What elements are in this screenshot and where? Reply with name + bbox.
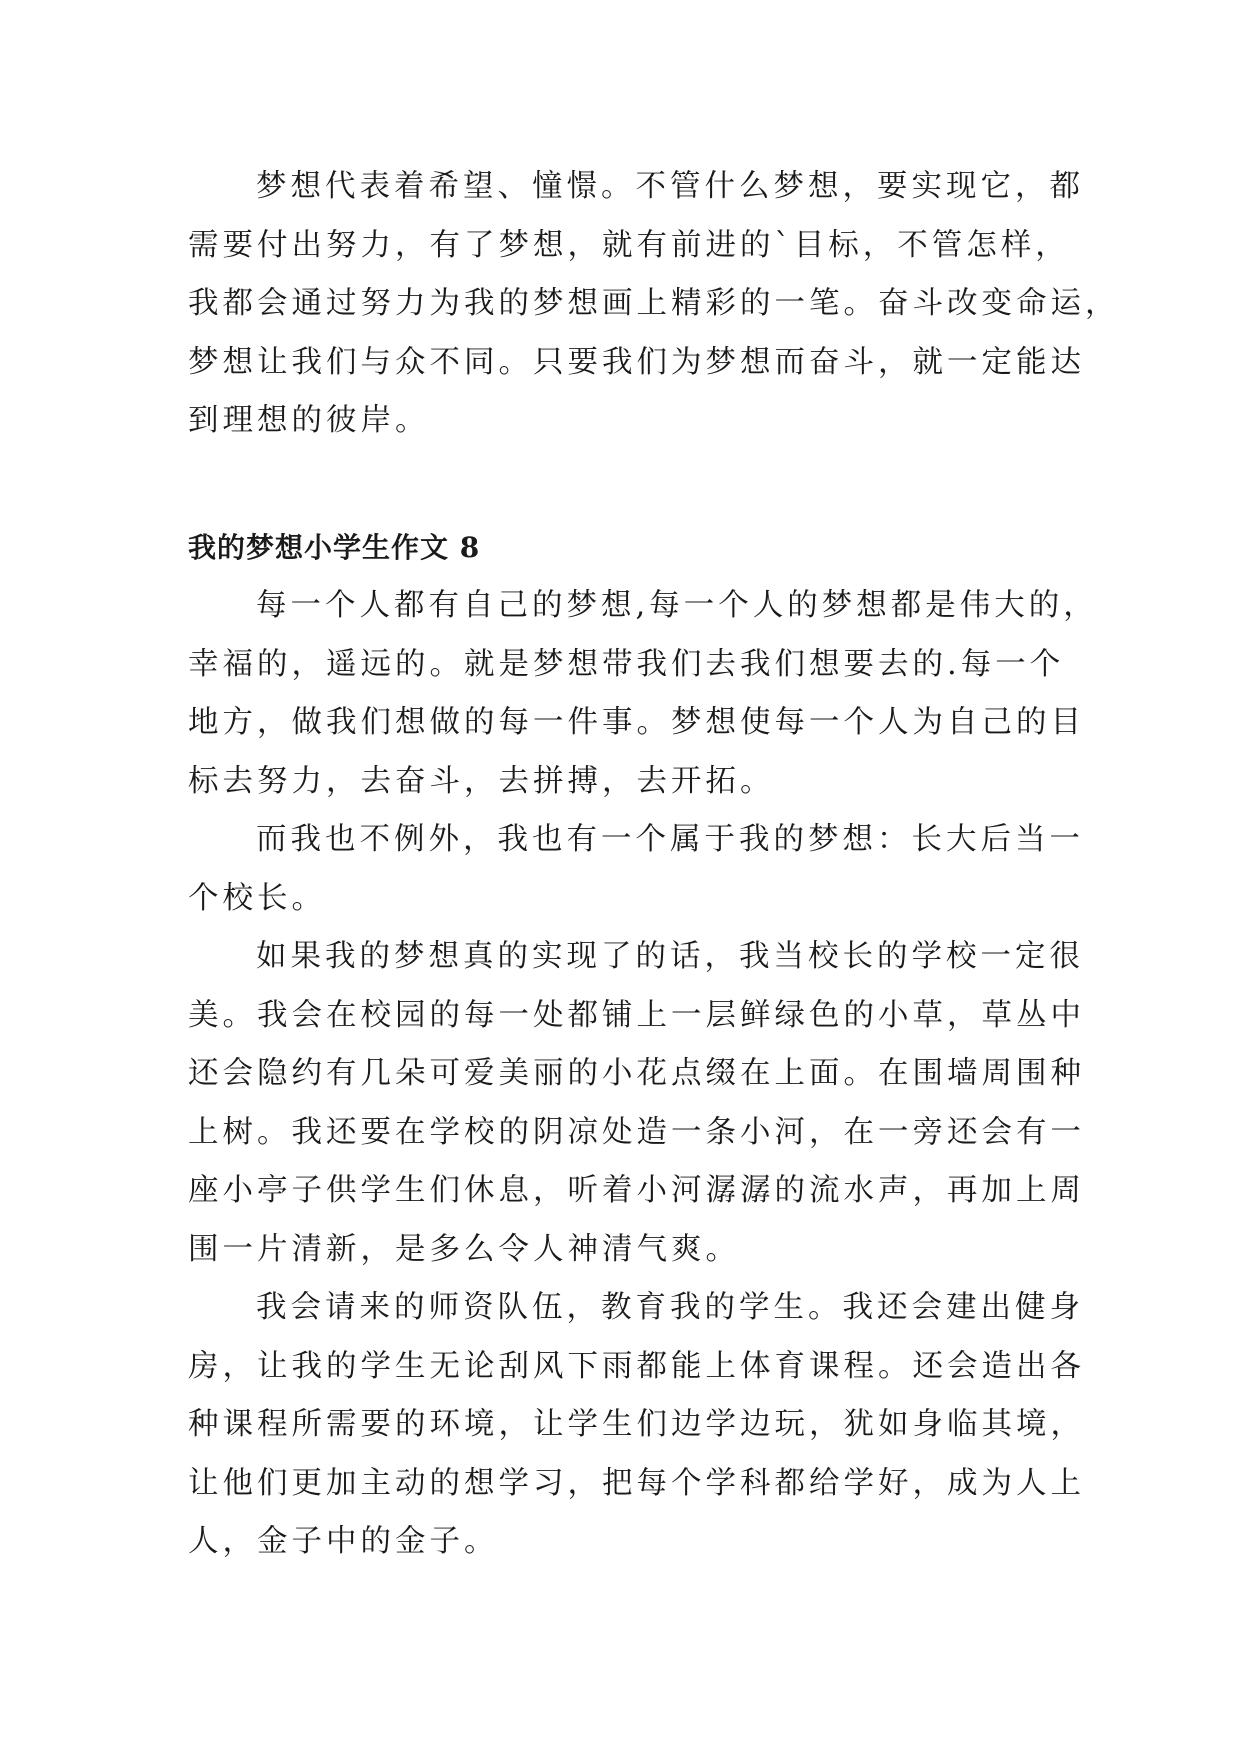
paragraph-line: 标去努力，去奋斗，去拼搏，去开拓。 <box>188 763 775 799</box>
paragraph-line: 美。我会在校园的每一处都铺上一层鲜绿色的小草，草丛中 <box>188 997 1085 1033</box>
paragraph-line: 让他们更加主动的想学习，把每个学科都给学好，成为人上 <box>188 1465 1085 1501</box>
paragraph-line: 上树。我还要在学校的阴凉处造一条小河，在一旁还会有一 <box>188 1114 1085 1150</box>
paragraph-line: 座小亭子供学生们休息，听着小河潺潺的流水声，再加上周 <box>188 1173 1085 1208</box>
paragraph-dream-hope <box>188 158 1120 451</box>
paragraph-line: 人，金子中的金子。 <box>188 1524 499 1559</box>
paragraph-beautiful-school <box>188 928 1088 1279</box>
paragraph-line: 房，让我的学生无论刮风下雨都能上体育课程。还会造出各 <box>188 1348 1085 1384</box>
paragraph-teachers-and-gym <box>188 1279 1088 1572</box>
paragraph-line: 如果我的梦想真的实现了的话，我当校长的学校一定很 <box>256 939 1084 974</box>
paragraph-my-dream-principal <box>188 811 1088 928</box>
paragraph-line: 幸福的，遥远的。就是梦想带我们去我们想要去的.每一个 <box>188 646 1065 682</box>
paragraph-everyone-has-dream <box>188 577 1098 811</box>
paragraph-line: 围一片清新，是多么令人神清气爽。 <box>188 1231 740 1267</box>
paragraph-line: 我都会通过努力为我的梦想画上精彩的一笔。奋斗改变命运， <box>188 286 1120 321</box>
paragraph-line: 而我也不例外，我也有一个属于我的梦想：长大后当一 <box>256 822 1084 857</box>
paragraph-line: 每一个人都有自己的梦想,每一个人的梦想都是伟大的， <box>256 588 1098 623</box>
document-body <box>188 158 1120 1572</box>
paragraph-line: 还会隐约有几朵可爱美丽的小花点缀在上面。在围墙周围种 <box>188 1056 1085 1091</box>
paragraph-line: 地方，做我们想做的每一件事。梦想使每一个人为自己的目 <box>188 705 1085 740</box>
paragraph-line: 到理想的彼岸。 <box>188 403 430 438</box>
paragraph-line: 种课程所需要的环境，让学生们边学边玩，犹如身临其境， <box>188 1407 1085 1442</box>
paragraph-line: 我会请来的师资队伍，教育我的学生。我还会建出健身 <box>256 1290 1084 1325</box>
paragraph-line: 需要付出努力，有了梦想，就有前进的`目标，不管怎样， <box>188 227 1070 263</box>
paragraph-line: 梦想让我们与众不同。只要我们为梦想而奋斗，就一定能达 <box>188 344 1085 380</box>
paragraph-line: 梦想代表着希望、憧憬。不管什么梦想，要实现它，都 <box>256 169 1084 204</box>
paragraph-line: 个校长。 <box>188 880 326 916</box>
section-heading: 我的梦想小学生作文 8 <box>188 530 481 564</box>
